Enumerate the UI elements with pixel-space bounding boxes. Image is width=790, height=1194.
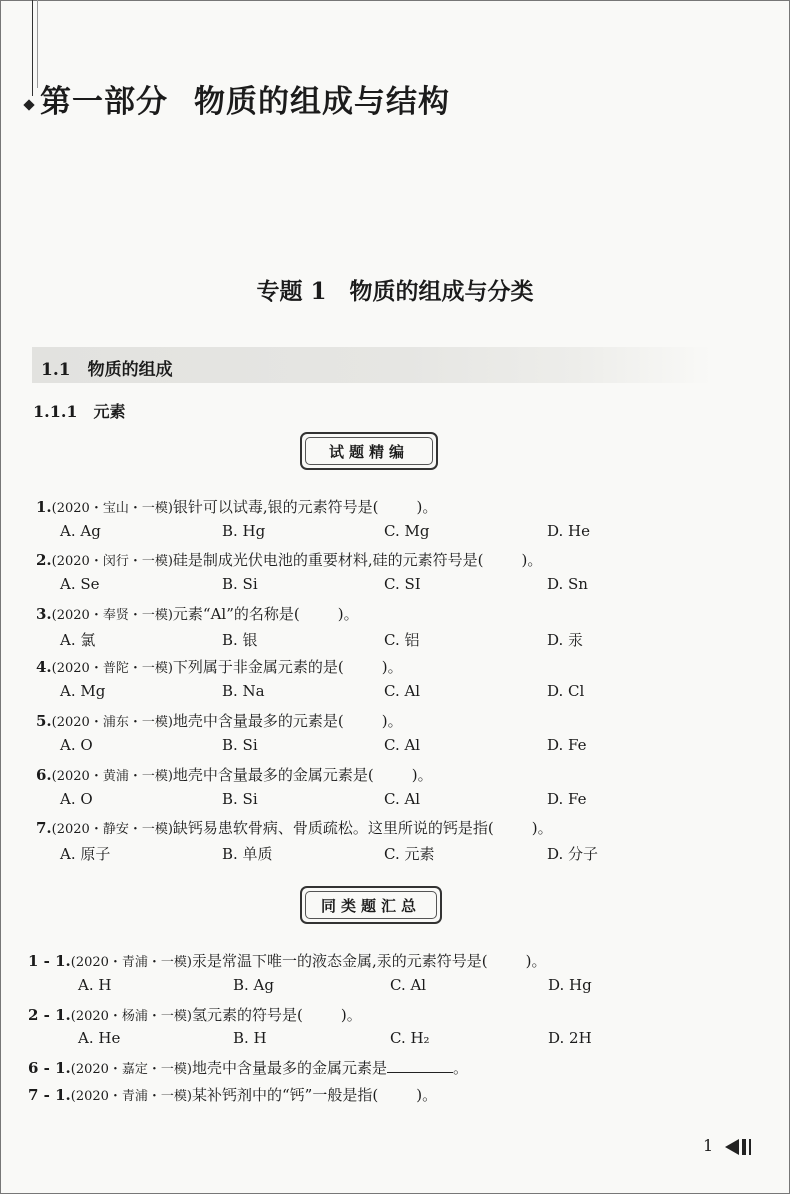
similar-box-label: 同类题汇总 bbox=[320, 897, 421, 915]
option: D. 2H bbox=[548, 1029, 592, 1047]
option: A. He bbox=[78, 1029, 121, 1047]
similar-question-7-1: 7 - 1.(2020・青浦・一模)某补钙剂中的“钙”一般是指( )。 bbox=[28, 1086, 438, 1104]
option: D. Fe bbox=[547, 736, 587, 754]
option: A. O bbox=[60, 790, 93, 808]
page-marker-icon bbox=[723, 1137, 757, 1157]
option: B. 单质 bbox=[222, 845, 273, 863]
exercise-box bbox=[300, 432, 438, 470]
option: B. Si bbox=[222, 575, 258, 593]
option: C. Al bbox=[390, 976, 427, 994]
option: B. Na bbox=[222, 682, 265, 700]
similar-box bbox=[300, 886, 442, 924]
option: D. Fe bbox=[547, 790, 587, 808]
option: B. Ag bbox=[233, 976, 274, 994]
option: D. Hg bbox=[548, 976, 592, 994]
question-3: 3.(2020・奉贤・一模)元素“Al”的名称是( )。 bbox=[36, 605, 359, 623]
similar-question-6-1: 6 - 1.(2020・嘉定・一模)地壳中含量最多的金属元素是 。 bbox=[28, 1059, 469, 1077]
option: C. 铝 bbox=[384, 631, 420, 649]
option: A. Ag bbox=[60, 522, 101, 540]
section-title: 1.1 物质的组成 bbox=[41, 360, 173, 380]
page-number: 1 bbox=[703, 1136, 714, 1155]
question-1: 1.(2020・宝山・一模)银针可以试毒,银的元素符号是( )。 bbox=[36, 498, 438, 516]
exercise-box-label: 试题精编 bbox=[328, 443, 409, 461]
option: C. SI bbox=[384, 575, 421, 593]
option: C. Mg bbox=[384, 522, 430, 540]
question-7: 7.(2020・静安・一模)缺钙易患软骨病、骨质疏松。这里所说的钙是指( )。 bbox=[36, 819, 553, 837]
option: D. Sn bbox=[547, 575, 588, 593]
topic-title: 专题 1 物质的组成与分类 bbox=[256, 278, 534, 305]
option: A. Se bbox=[60, 575, 100, 593]
option: D. 汞 bbox=[547, 631, 584, 649]
answer-blank[interactable] bbox=[387, 1058, 453, 1073]
part-title bbox=[40, 76, 450, 121]
option: C. Al bbox=[384, 790, 421, 808]
option: D. Cl bbox=[547, 682, 585, 700]
option: C. Al bbox=[384, 736, 421, 754]
option: B. Si bbox=[222, 790, 258, 808]
option: B. Hg bbox=[222, 522, 266, 540]
option: C. Al bbox=[384, 682, 421, 700]
similar-question-1-1: 1 - 1.(2020・青浦・一模)汞是常温下唯一的液态金属,汞的元素符号是( )。 bbox=[28, 952, 547, 970]
option: D. He bbox=[547, 522, 590, 540]
question-4: 4.(2020・普陀・一模)下列属于非金属元素的是( )。 bbox=[36, 658, 403, 676]
option: A. 氯 bbox=[60, 631, 96, 649]
question-2: 2.(2020・闵行・一模)硅是制成光伏电池的重要材料,硅的元素符号是( )。 bbox=[36, 551, 543, 569]
option: B. Si bbox=[222, 736, 258, 754]
decor-line bbox=[32, 0, 33, 96]
subsection-title: 1.1.1 元素 bbox=[33, 402, 126, 421]
option: D. 分子 bbox=[547, 845, 599, 863]
part-label: 第一部分 bbox=[40, 84, 168, 120]
decor-line-thin bbox=[37, 0, 38, 88]
option: A. O bbox=[60, 736, 93, 754]
question-5: 5.(2020・浦东・一模)地壳中含量最多的元素是( )。 bbox=[36, 712, 403, 730]
option: B. H bbox=[233, 1029, 267, 1047]
option: B. 银 bbox=[222, 631, 258, 649]
option: A. H bbox=[78, 976, 112, 994]
option: A. Mg bbox=[60, 682, 106, 700]
option: C. H₂ bbox=[390, 1029, 430, 1047]
question-6: 6.(2020・黄浦・一模)地壳中含量最多的金属元素是( )。 bbox=[36, 766, 433, 784]
option: A. 原子 bbox=[60, 845, 111, 863]
option: C. 元素 bbox=[384, 845, 435, 863]
similar-question-2-1: 2 - 1.(2020・杨浦・一模)氢元素的符号是( )。 bbox=[28, 1006, 362, 1024]
part-subtitle: 物质的组成与结构 bbox=[194, 84, 450, 120]
